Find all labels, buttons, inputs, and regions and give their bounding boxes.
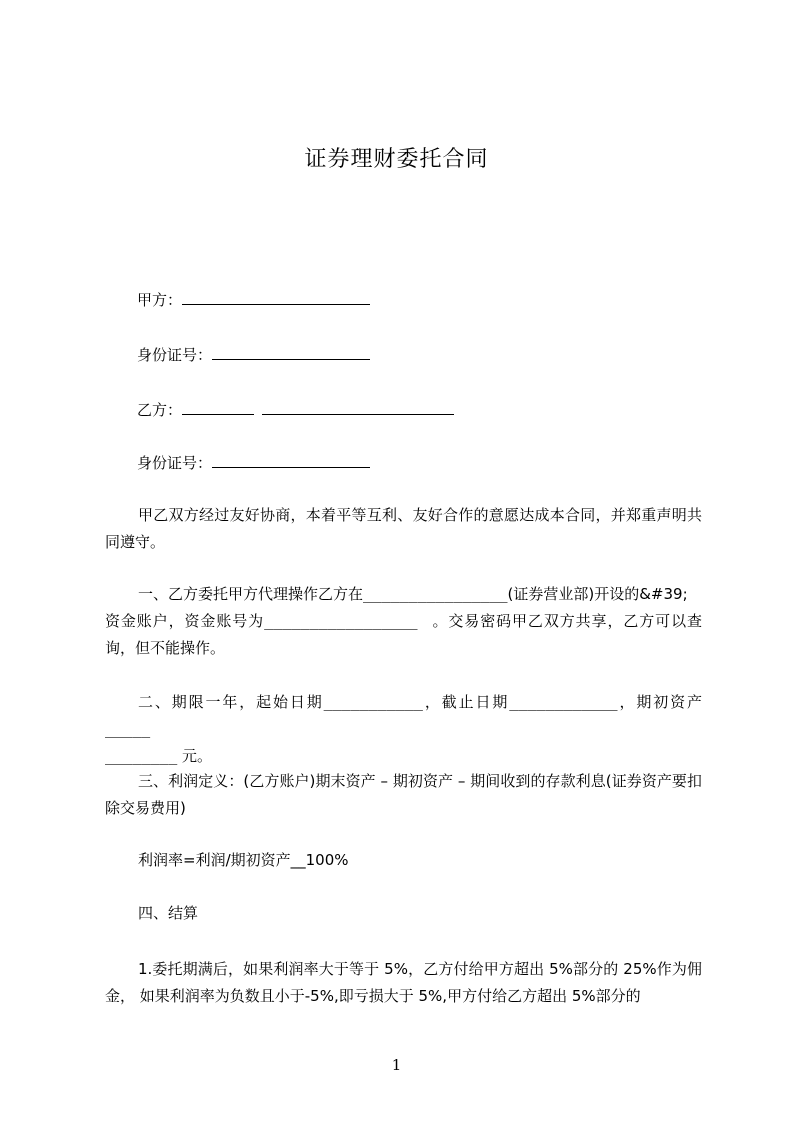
party-a-id-label: 身份证号： bbox=[137, 346, 213, 364]
clause-2-blank-start: ___________ bbox=[323, 693, 423, 711]
party-b-field bbox=[137, 400, 454, 420]
profit-rate-formula: 利润率=利润/期初资产__100% bbox=[138, 851, 349, 869]
clause-4-heading: 四、结算 bbox=[138, 904, 199, 922]
intro-paragraph: 甲乙双方经过友好协商，本着平等互利、友好合作的意愿达成本合同，并郑重声明共同遵守。 bbox=[105, 506, 702, 551]
clause-2-blank-assets-b: ________ bbox=[105, 747, 178, 765]
party-b-id-blank bbox=[212, 453, 370, 468]
page-number: 1 bbox=[391, 1056, 402, 1074]
clause-1-blank-account: _________________ bbox=[264, 612, 418, 630]
party-a-id-field bbox=[137, 345, 370, 365]
document-title: 证券理财委托合同 bbox=[304, 147, 489, 172]
clause-2-text-d: 元。 bbox=[177, 747, 213, 765]
clause-3: 三、利润定义：(乙方账户)期末资产 – 期初资产 – 期间收到的存款利息(证券资产要扣除交易费用) bbox=[105, 772, 702, 817]
clause-2-blank-assets-a: _____ bbox=[105, 720, 151, 738]
party-a-field bbox=[137, 290, 370, 310]
clause-1-text-a: 一、乙方委托甲方代理操作乙方在 bbox=[138, 585, 364, 603]
clause-1-text-d: 。交易密码甲乙双方共享，乙方可以查询，但不能操作。 bbox=[105, 612, 702, 657]
party-b-blank-short bbox=[182, 400, 254, 415]
settlement-item-1: 1.委托期满后，如果利润率大于等于 5%，乙方付给甲方超出 5%部分的 25%作为佣金， 如果利润率为负数且小于-5%,即亏损大于 5%,甲方付给乙方超出 5%部分的 bbox=[105, 960, 702, 1005]
party-b-blank-long bbox=[262, 400, 454, 415]
party-b-id-label: 身份证号： bbox=[137, 454, 213, 472]
clause-2-text-c: ，期初资产 bbox=[617, 693, 702, 711]
clause-1 bbox=[105, 581, 702, 662]
party-b-id-field bbox=[137, 453, 370, 473]
clause-1-blank-broker: ________________ bbox=[363, 585, 508, 603]
clause-1-text-b: (证券营业部)开设的&#39; bbox=[507, 585, 688, 603]
party-a-blank bbox=[182, 290, 370, 305]
clause-2 bbox=[105, 689, 702, 770]
party-a-label: 甲方： bbox=[137, 291, 183, 309]
party-b-label: 乙方： bbox=[137, 401, 183, 419]
clause-1-text-c: 资金账户，资金账号为 bbox=[105, 612, 265, 630]
clause-2-text-b: ，截止日期 bbox=[422, 693, 510, 711]
clause-2-blank-end: ____________ bbox=[509, 693, 618, 711]
party-a-id-blank bbox=[212, 345, 370, 360]
clause-2-text-a: 二、期限一年，起始日期 bbox=[138, 693, 324, 711]
